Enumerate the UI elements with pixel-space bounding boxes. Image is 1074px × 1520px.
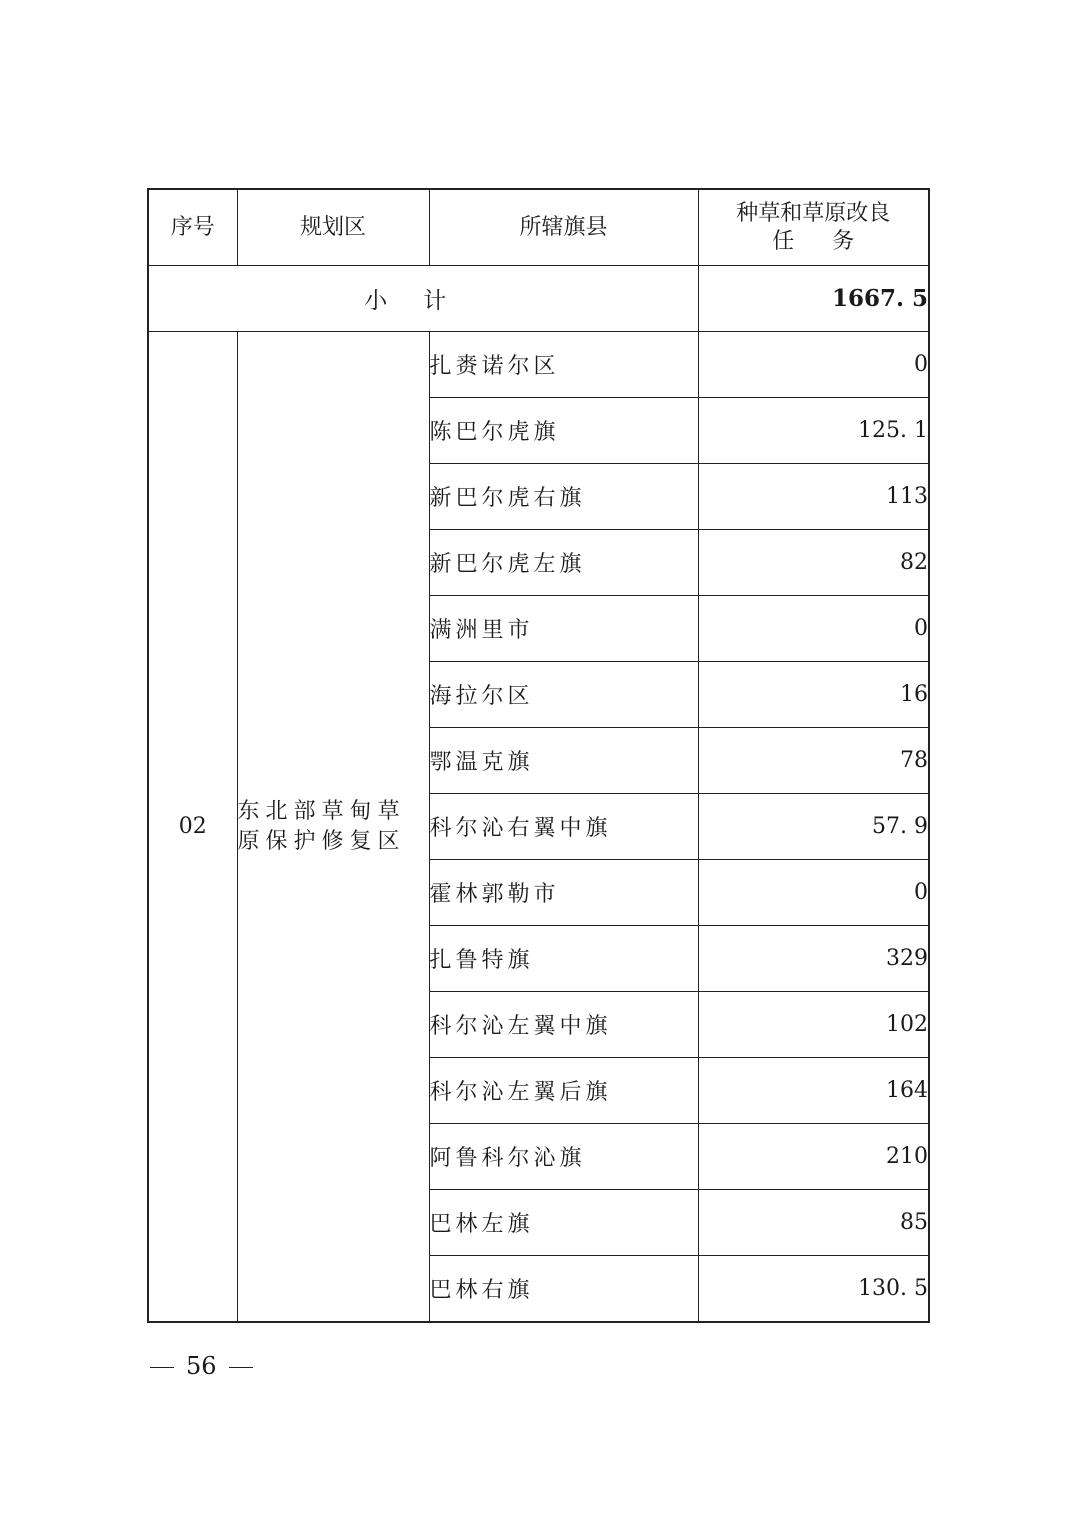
group-planning-zone: 东北部草甸草原保护修复区 xyxy=(237,332,429,1323)
county-name: 霍林郭勒市 xyxy=(429,860,698,926)
county-name: 鄂温克旗 xyxy=(429,728,698,794)
header-task xyxy=(698,189,929,266)
subtotal-label: 小计 xyxy=(148,266,698,332)
header-serial-number: 序号 xyxy=(148,189,237,266)
table-row xyxy=(148,332,929,398)
county-name: 科尔沁右翼中旗 xyxy=(429,794,698,860)
subtotal-value: 1667. 5 xyxy=(698,266,929,332)
county-name: 巴林左旗 xyxy=(429,1190,698,1256)
task-value: 125. 1 xyxy=(698,398,929,464)
task-value: 329 xyxy=(698,926,929,992)
task-value: 210 xyxy=(698,1124,929,1190)
county-name: 满洲里市 xyxy=(429,596,698,662)
grassland-task-table xyxy=(147,188,930,1323)
county-name: 陈巴尔虎旗 xyxy=(429,398,698,464)
county-name: 新巴尔虎左旗 xyxy=(429,530,698,596)
task-value: 57. 9 xyxy=(698,794,929,860)
task-value: 0 xyxy=(698,596,929,662)
header-planning-zone: 规划区 xyxy=(237,189,429,266)
page-number: 56 xyxy=(186,1352,217,1380)
task-value: 85 xyxy=(698,1190,929,1256)
task-value: 102 xyxy=(698,992,929,1058)
county-name: 扎赉诺尔区 xyxy=(429,332,698,398)
task-value: 0 xyxy=(698,860,929,926)
county-name: 阿鲁科尔沁旗 xyxy=(429,1124,698,1190)
task-value: 113 xyxy=(698,464,929,530)
task-value: 82 xyxy=(698,530,929,596)
group-serial-number: 02 xyxy=(148,332,237,1323)
page-footer xyxy=(150,1352,253,1380)
county-name: 海拉尔区 xyxy=(429,662,698,728)
county-name: 新巴尔虎右旗 xyxy=(429,464,698,530)
task-value: 130. 5 xyxy=(698,1256,929,1323)
county-name: 科尔沁左翼后旗 xyxy=(429,1058,698,1124)
header-task-line2: 任务 xyxy=(772,228,893,254)
task-value: 16 xyxy=(698,662,929,728)
task-value: 0 xyxy=(698,332,929,398)
county-name: 科尔沁左翼中旗 xyxy=(429,992,698,1058)
footer-dash-left xyxy=(150,1367,174,1368)
table-header-row xyxy=(148,189,929,266)
footer-dash-right xyxy=(229,1367,253,1368)
header-task-line1: 种草和草原改良 xyxy=(736,200,891,226)
task-value: 78 xyxy=(698,728,929,794)
subtotal-row xyxy=(148,266,929,332)
county-name: 巴林右旗 xyxy=(429,1256,698,1323)
task-value: 164 xyxy=(698,1058,929,1124)
county-name: 扎鲁特旗 xyxy=(429,926,698,992)
header-county: 所辖旗县 xyxy=(429,189,698,266)
